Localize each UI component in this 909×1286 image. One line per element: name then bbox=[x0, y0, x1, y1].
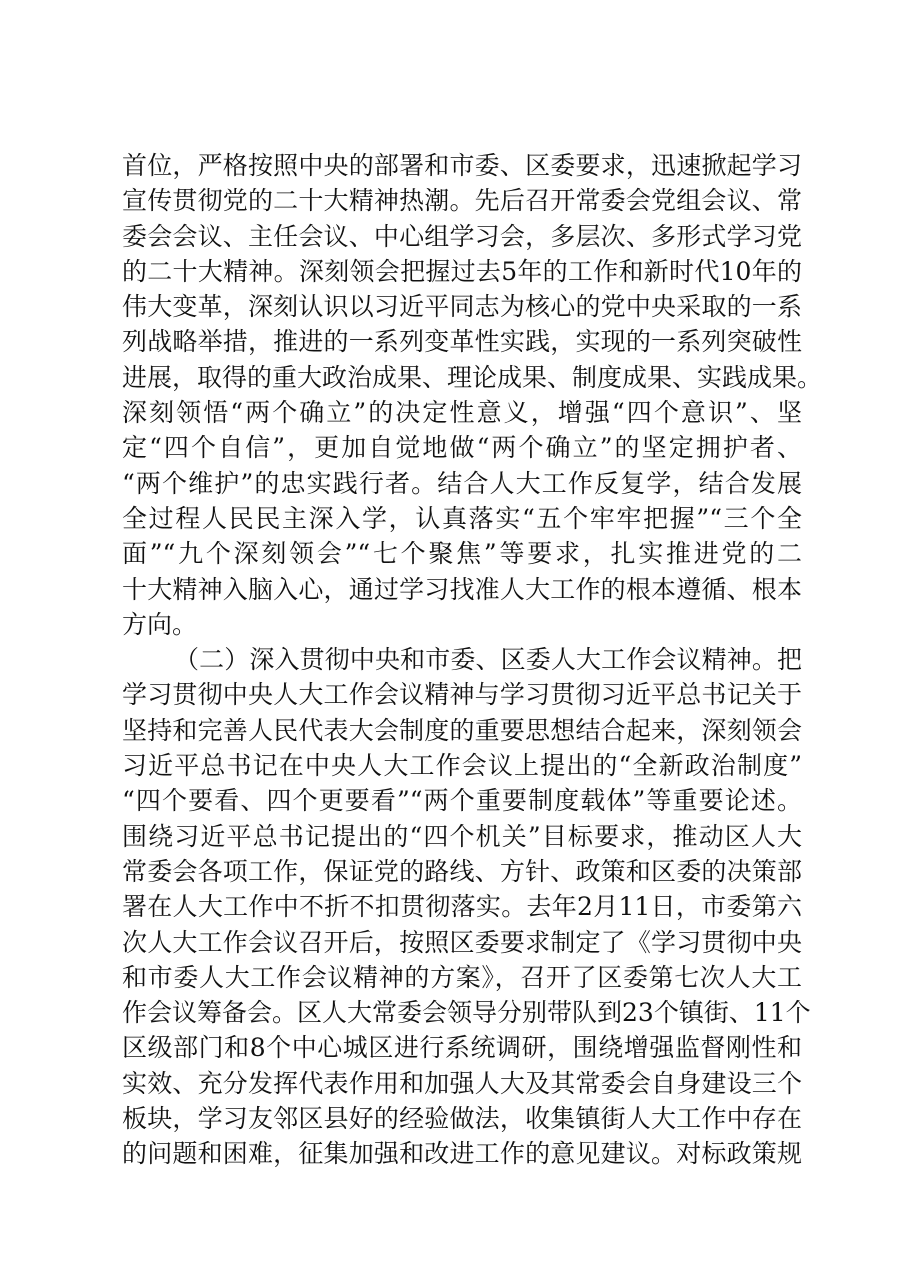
text-line: “四个要看、四个更要看”“两个重要制度载体”等重要论述。 bbox=[122, 786, 802, 816]
text-line: 首位，严格按照中央的部署和市委、区委要求，迅速掀起学习 bbox=[122, 151, 802, 180]
text-line: 的二十大精神。深刻领会把握过去5年的工作和新时代10年的 bbox=[122, 256, 802, 286]
text-line: “两个维护”的忠实践行者。结合人大工作反复学，结合发展 bbox=[122, 468, 802, 498]
text-line: 署在人大工作中不折不扣贯彻落实。去年2月11日，市委第六 bbox=[122, 892, 802, 922]
text-line: 全过程人民民主深入学，认真落实“五个牢牢把握”“三个全 bbox=[122, 503, 802, 533]
text-line: 的问题和困难，征集加强和改进工作的意见建议。对标政策规 bbox=[122, 1139, 802, 1169]
text-line: 深刻领悟“两个确立”的决定性意义，增强“四个意识”、坚 bbox=[122, 398, 802, 428]
text-line: 区级部门和8个中心城区进行系统调研，围绕增强监督刚性和 bbox=[122, 1033, 802, 1063]
text-line: 常委会各项工作，保证党的路线、方针、政策和区委的决策部 bbox=[122, 856, 802, 886]
text-line: 作会议筹备会。区人大常委会领导分别带队到23个镇街、11个 bbox=[122, 998, 811, 1028]
text-line: 板块，学习友邻区县好的经验做法，收集镇街人大工作中存在 bbox=[122, 1104, 802, 1134]
text-line: 列战略举措，推进的一系列变革性实践，实现的一系列突破性 bbox=[122, 327, 802, 357]
text-line: 学习贯彻中央人大工作会议精神与学习贯彻习近平总书记关于 bbox=[122, 680, 802, 710]
text-line: 实效、充分发挥代表作用和加强人大及其常委会自身建设三个 bbox=[122, 1068, 802, 1098]
text-line: 进展，取得的重大政治成果、理论成果、制度成果、实践成果。 bbox=[122, 362, 823, 392]
text-line: 围绕习近平总书记提出的“四个机关”目标要求，推动区人大 bbox=[122, 821, 802, 851]
text-line: 定“四个自信”，更加自觉地做“两个确立”的坚定拥护者、 bbox=[122, 433, 802, 463]
text-line: 面”“九个深刻领会”“七个聚焦”等要求，扎实推进党的二 bbox=[122, 539, 802, 569]
text-line: 次人大工作会议召开后，按照区委要求制定了《学习贯彻中央 bbox=[122, 927, 802, 957]
body-text bbox=[122, 148, 823, 1172]
text-line: 宣传贯彻党的二十大精神热潮。先后召开常委会党组会议、常 bbox=[122, 186, 802, 216]
section-heading-line: （二）深入贯彻中央和市委、区委人大工作会议精神。把 bbox=[174, 645, 802, 675]
text-line: 十大精神入脑入心，通过学习找准人大工作的根本遵循、根本 bbox=[122, 574, 802, 604]
text-line: 习近平总书记在中央人大工作会议上提出的“全新政治制度” bbox=[122, 751, 802, 781]
text-line: 和市委人大工作会议精神的方案》，召开了区委第七次人大工 bbox=[122, 962, 802, 992]
text-line: 方向。 bbox=[122, 609, 198, 639]
text-line: 坚持和完善人民代表大会制度的重要思想结合起来，深刻领会 bbox=[122, 715, 802, 745]
text-line: 伟大变革，深刻认识以习近平同志为核心的党中央采取的一系 bbox=[122, 292, 802, 322]
text-line: 委会会议、主任会议、中心组学习会，多层次、多形式学习党 bbox=[122, 221, 802, 251]
